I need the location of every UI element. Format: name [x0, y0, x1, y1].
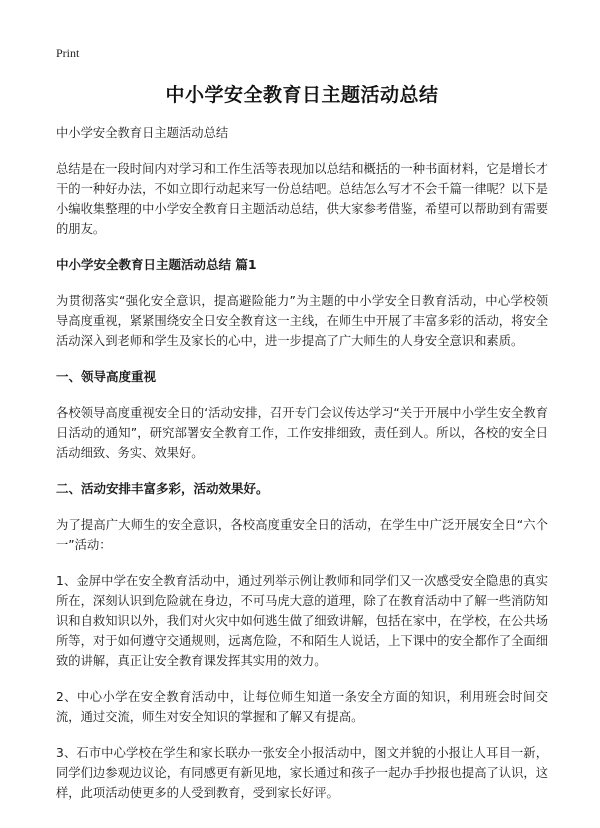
paragraph-3: 为了提高广大师生的安全意识，各校高度重安全日的活动，在学生中广泛开展安全日“六个一”活动：: [56, 518, 548, 552]
paragraph-6: 3、石市中心学校在学生和家长联办一张安全小报活动中，图文并貌的小报让人耳目一新，同学们边参观边议论，有同感更有新见地，家长通过和孩子一起办手抄报也提高了认识，这样，此项活动使更多的人受到教育，受到家长好评。: [56, 746, 548, 800]
heading-activities: 二、活动安排丰富多彩，活动效果好。: [56, 481, 269, 496]
paragraph-5: 2、中心小学在安全教育活动中，让每位师生知道一条安全方面的知识，利用班会时间交流，通过交流，师生对安全知识的掌握和了解又有提高。: [56, 690, 548, 724]
document-subtitle: 中小学安全教育日主题活动总结: [56, 126, 229, 140]
paragraph-4: 1、金屏中学在安全教育活动中，通过列举示例让教师和同学们又一次感受安全隐患的真实所在，深刻认识到危险就在身边，不可马虎大意的道理，除了在教育活动中了解一些消防知识和自救知识以外，我们对火灾中如何逃生做了细致讲解，包括在家中，在学校，在公共场所等，对于如何遵守交通规则，远离危险，不和陌生人说话，上下课中的安全都作了全面细致的讲解，真正让安全教育课发挥其实用的效力。: [56, 574, 548, 668]
paragraph-2: 各校领导高度重视安全日的‘活动安排，召开专门会议传达学习“关于开展中小学生安全教育日活动的通知”，研究部署安全教育工作，工作安排细致，责任到人。所以，各校的安全日活动细致、务实、效果好。: [56, 406, 548, 460]
print-link[interactable]: Print: [56, 46, 80, 60]
document-body: [56, 80, 548, 819]
section-heading: 中小学安全教育日主题活动总结 篇1: [56, 257, 257, 272]
heading-leadership: 一、领导高度重视: [56, 369, 157, 384]
page-title: 中小学安全教育日主题活动总结: [165, 84, 439, 106]
intro-paragraph: 总结是在一段时间内对学习和工作生活等表现加以总结和概括的一种书面材料，它是增长才干的一种好办法，不如立即行动起来写一份总结吧。总结怎么写才不会千篇一律呢？以下是小编收集整理的中小学安全教育日主题活动总结，供大家参考借鉴，希望可以帮助到有需要的朋友。: [56, 162, 548, 236]
paragraph-1: 为贯彻落实“强化安全意识，提高避险能力”为主题的中小学安全日教育活动，中心学校领导高度重视，紧紧围绕安全日安全教育这一主线，在师生中开展了丰富多彩的活动，将安全活动深入到老师和学生及家长的心中，进一步提高了广大师生的人身安全意识和素质。: [56, 294, 548, 348]
